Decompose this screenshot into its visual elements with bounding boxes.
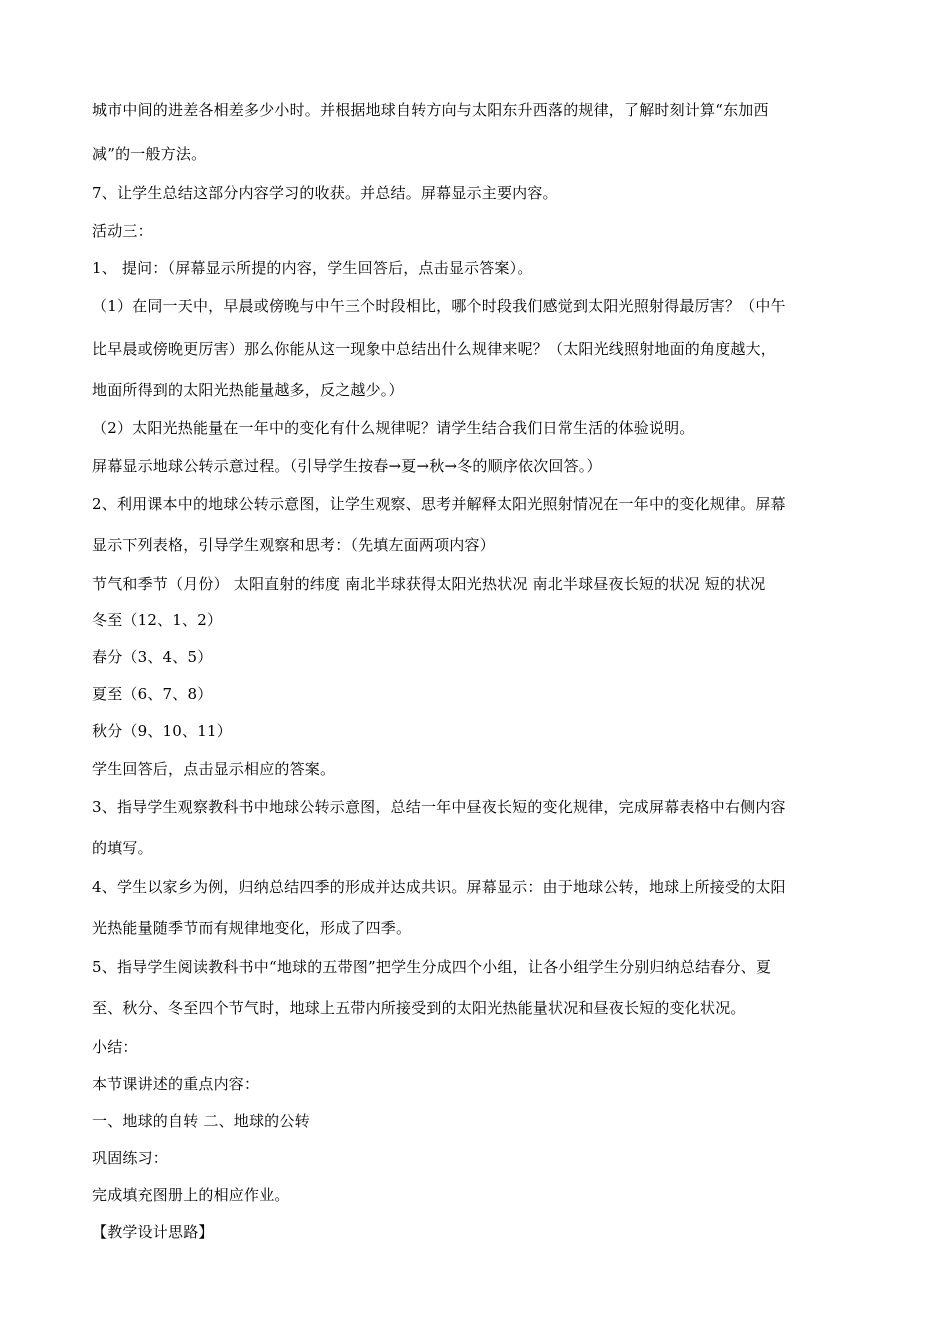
text-line: 光热能量随季节而有规律地变化，形成了四季。: [92, 919, 412, 937]
section-heading: 活动三：: [92, 222, 153, 240]
section-heading: 小结：: [92, 1038, 138, 1056]
text-line: 完成填充图册上的相应作业。: [92, 1186, 290, 1204]
table-row: 春分（3、4、5）: [92, 648, 213, 666]
text-line: 至、秋分、冬至四个节气时，地球上五带内所接受到的太阳光热能量状况和昼夜长短的变化状况。: [92, 999, 746, 1017]
text-line: 本节课讲述的重点内容：: [92, 1075, 260, 1093]
table-header-line: 节气和季节（月份） 太阳直射的纬度 南北半球获得太阳光热状况 南北半球昼夜长短的状况 短的状况: [92, 575, 766, 593]
section-heading: 【教学设计思路】: [92, 1223, 214, 1241]
text-line: 3、指导学生观察教科书中地球公转示意图，总结一年中昼夜长短的变化规律，完成屏幕表格中右侧内容: [92, 798, 786, 816]
text-line: 比早晨或傍晚更厉害）那么你能从这一现象中总结出什么规律来呢？（太阳光线照射地面的角度越大，: [92, 340, 777, 358]
text-line: 城市中间的进差各相差多少小时。并根据地球自转方向与太阳东升西落的规律，了解时刻计算“东加西: [92, 101, 769, 119]
text-line: （1）在同一天中，早晨或傍晚与中午三个时段相比，哪个时段我们感觉到太阳光照射得最厉害？（中午: [92, 297, 786, 315]
text-line: 地面所得到的太阳光热能量越多，反之越少。）: [92, 381, 404, 399]
text-line: 显示下列表格，引导学生观察和思考：（先填左面两项内容）: [92, 536, 495, 554]
text-line: 的填写。: [92, 839, 153, 857]
text-line: 2、利用课本中的地球公转示意图，让学生观察、思考并解释太阳光照射情况在一年中的变化规律。屏幕: [92, 495, 786, 513]
text-line: （2）太阳光热能量在一年中的变化有什么规律呢？请学生结合我们日常生活的体验说明。: [92, 419, 695, 437]
text-line: 1、 提问：（屏幕显示所提的内容，学生回答后，点击显示答案）。: [92, 259, 533, 277]
text-line: 学生回答后，点击显示相应的答案。: [92, 760, 336, 778]
text-line: 4、学生以家乡为例，归纳总结四季的形成并达成共识。屏幕显示：由于地球公转，地球上所接受的太阳: [92, 878, 786, 896]
text-line: 屏幕显示地球公转示意过程。（引导学生按春→夏→秋→冬的顺序依次回答。）: [92, 457, 602, 475]
section-heading: 巩固练习：: [92, 1149, 169, 1167]
table-row: 秋分（9、10、11）: [92, 722, 232, 740]
text-line: 7、让学生总结这部分内容学习的收获。并总结。屏幕显示主要内容。: [92, 184, 558, 202]
text-line: 减”的一般方法。: [92, 145, 207, 163]
table-row: 夏至（6、7、8）: [92, 685, 213, 703]
text-line: 5、指导学生阅读教科书中“地球的五带图”把学生分成四个小组，让各小组学生分别归纳总结春分、夏: [92, 958, 772, 976]
table-row: 冬至（12、1、2）: [92, 611, 223, 629]
text-line: 一、地球的自转 二、地球的公转: [92, 1112, 310, 1130]
